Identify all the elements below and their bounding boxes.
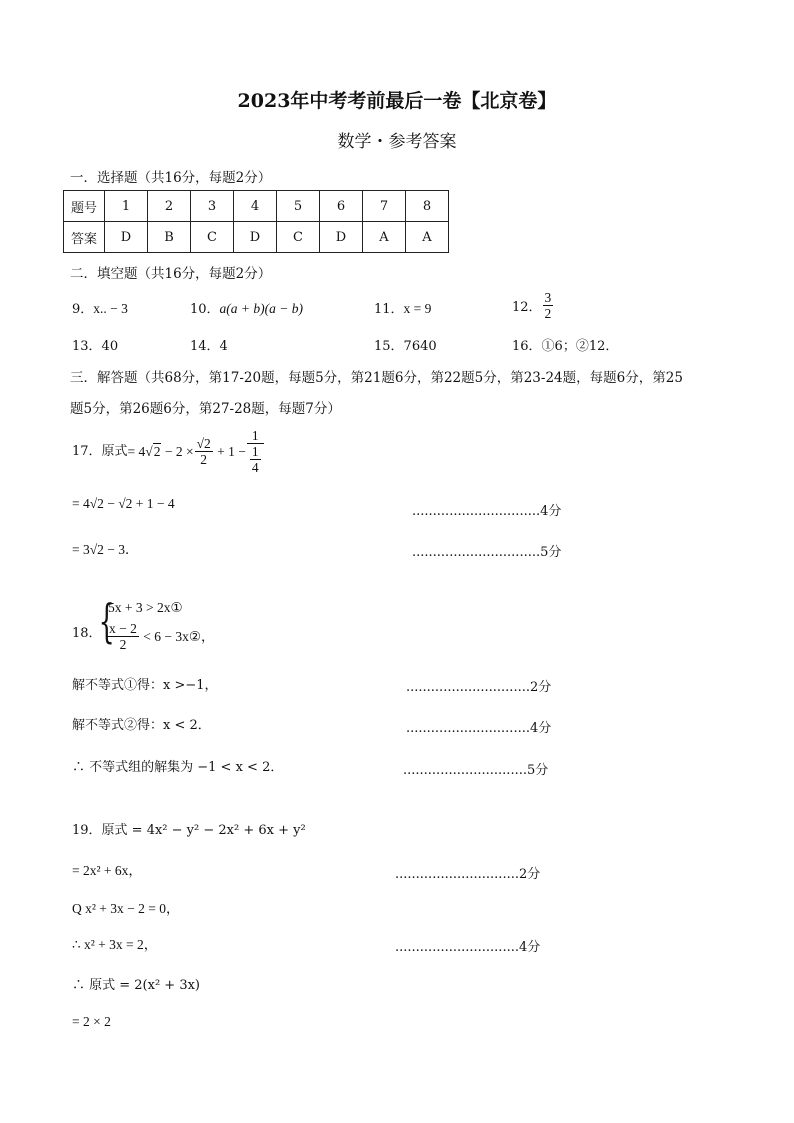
page-title: 2023年中考考前最后一卷【北京卷】 [237,90,557,112]
q18-eq2-num: x − 2 [109,621,137,636]
q17-inner-fraction [250,444,261,475]
answer-table [63,190,449,253]
section3-heading-line2: 题5分，第26题6分，第27-28题，每题7分） [70,401,341,417]
q18-eq2-den: 2 [119,637,127,652]
q18-step3-score: ..............................5分 [403,763,549,778]
page-subtitle: 数学・参考答案 [337,132,457,152]
q19-line2: = 2x² + 6x， [72,863,142,878]
number-cell: 6 [320,191,363,222]
q17-line2: = 4√2 − √2 + 1 − 4 [72,496,175,511]
q17-expr-c: + 1 − [213,444,246,459]
q9-number: 9． [72,302,94,317]
section1-heading: 一．选择题（共16分，每题2分） [70,170,272,186]
answer-cell: C [277,222,320,253]
q17-frac2-inner-den: 4 [251,460,259,475]
q19-line6: = 2 × 2 [72,1014,111,1029]
q17-expr-a: = 4 [127,444,146,459]
number-cell: 7 [363,191,406,222]
q12-number: 12． [512,300,542,315]
q18-comma: ， [200,629,215,644]
q17-line3: = 3√2 − 3． [72,542,139,557]
q18-equation1: 5x + 3 > 2x① [108,600,183,615]
q12-numerator: 3 [544,290,552,305]
q18-step1-score: ..............................2分 [406,680,552,695]
q18-step3: ∴ 不等式组的解集为 −1 < x < 2． [72,760,284,775]
q9-answer [72,298,128,317]
q19-line5: ∴ 原式 = 2(x² + 3x) [72,978,201,993]
q9-expression: x.. − 3 [93,301,128,316]
table-header-cell: 答案 [64,222,105,253]
answer-cell: A [363,222,406,253]
q13-answer: 13．40 [72,339,119,354]
q17-sqrt-2: 2 [153,444,161,459]
q16-answer: 16．①6；②12． [512,339,619,354]
q17-fraction1 [195,436,213,467]
q14-answer: 14．4 [190,339,228,354]
answer-cell: D [234,222,277,253]
q18-eq2-rest: < 6 − 3x② [139,629,201,644]
number-cell: 5 [277,191,320,222]
q17-line1: 17．原式= 4√2 − 2 × $\frac{√2}{2}$ + 1 − $\frac{1}{\frac{1}{4}}$ [72,428,265,475]
number-cell: 2 [148,191,191,222]
q19-line4-score: ..............................4分 [395,940,541,955]
number-cell: 8 [406,191,449,222]
q10-expression: a(a + b)(a − b) [219,301,303,316]
number-cell: 4 [234,191,277,222]
q12-answer [512,290,554,321]
table-row-numbers [64,191,449,222]
q10-answer [190,298,303,317]
q19-line2-score: ..............................2分 [395,867,541,882]
q11-number: 11． [374,302,404,317]
q17-expr-b: − 2 × [161,444,194,459]
q17-fraction2 [247,428,264,475]
q18-brace-icon: { [98,594,115,648]
q11-expression: x = 9 [403,301,432,316]
section2-heading: 二．填空题（共16分，每题2分） [70,266,272,282]
q19-line3: Q x² + 3x − 2 = 0， [72,901,180,916]
q18-step2-score: ..............................4分 [406,721,552,736]
q18-equation2 [106,621,214,652]
q17-line3-score: ...............................5分 [412,545,562,560]
number-cell: 1 [105,191,148,222]
q19-line1: 19．原式 = 4x² − y² − 2x² + 6x + y² [72,823,306,838]
answer-cell: A [406,222,449,253]
q17-frac2-num: 1 [247,428,264,444]
q17-frac2-inner-num: 1 [251,444,259,459]
answer-cell: D [105,222,148,253]
q12-denominator: 2 [544,306,552,321]
table-header-cell: 题号 [64,191,105,222]
number-cell: 3 [191,191,234,222]
q17-line2-score: ...............................4分 [412,504,562,519]
q17-label: 17．原式 [72,444,128,459]
answer-cell: B [148,222,191,253]
q12-fraction [543,290,554,321]
q18-eq2-fraction [107,621,139,652]
q10-number: 10． [190,302,220,317]
q18-step1: 解不等式①得：x >−1， [72,678,218,693]
table-row-answers [64,222,449,253]
answer-cell: D [320,222,363,253]
answer-cell: C [191,222,234,253]
q18-step2: 解不等式②得：x < 2． [72,718,211,733]
q15-answer: 15．7640 [374,339,437,354]
q18-label: 18． [72,626,102,641]
section3-heading-line1: 三．解答题（共68分，第17-20题，每题5分，第21题6分，第22题5分，第23-24题，每题6分，第25 [70,370,683,386]
q19-line4: ∴ x² + 3x = 2， [72,937,158,952]
q17-frac1-den: 2 [200,452,208,467]
q11-answer [374,298,431,317]
q17-frac1-num: √2 [196,436,211,451]
